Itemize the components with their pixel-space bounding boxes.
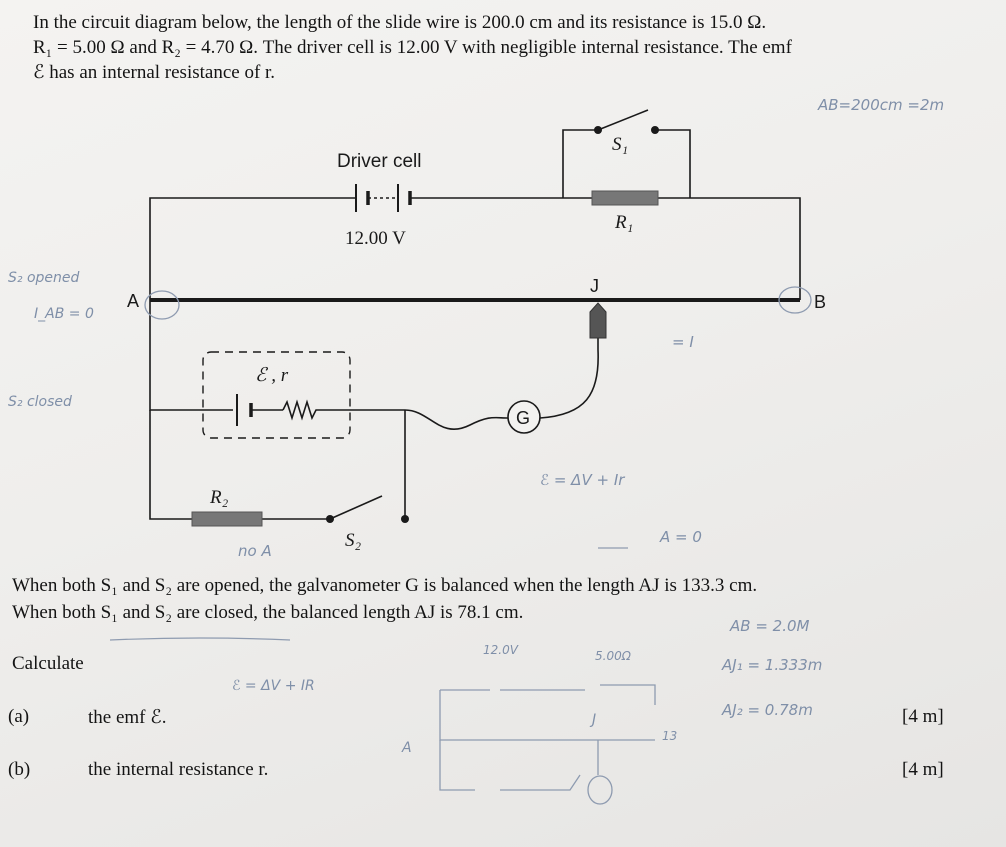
wire-top-left xyxy=(150,198,356,300)
intro-line-1: In the circuit diagram below, the length of the slide wire is 200.0 cm and its resistance is 15.0 Ω. xyxy=(33,12,767,33)
note-ab-vec: AB = 2.0M xyxy=(730,617,810,635)
driver-cell-label: Driver cell xyxy=(337,151,422,172)
note-ab-length: AB=200cm =2m xyxy=(818,96,945,114)
intro-line-2: R₁ = 5.00 Ω and R₂ = 4.70 Ω. The driver cell is 12.00 V with negligible internal resistance. The emf xyxy=(33,37,792,58)
note-a-zero: A = 0 xyxy=(660,528,702,546)
node-a-label: A xyxy=(127,291,140,311)
note-aj2-vec: AJ₂ = 0.78m xyxy=(722,701,813,719)
question-b-label: (b) xyxy=(8,759,31,780)
question-a-marks: [4 m] xyxy=(902,706,944,727)
note-a-small: A xyxy=(402,740,412,756)
note-s2-closed: S₂ closed xyxy=(8,394,72,410)
wire-jockey-g xyxy=(540,338,598,418)
jockey xyxy=(590,303,606,338)
node-b-label: B xyxy=(814,292,827,312)
wire-emf-left xyxy=(150,300,233,410)
pencil-underline xyxy=(110,638,290,640)
driver-voltage-label: 12.00 V xyxy=(345,228,406,249)
question-a-text: the emf ℰ. xyxy=(88,707,167,728)
note-ohm5: 5.00Ω xyxy=(595,649,631,663)
note-emf-eq-1: ℰ = ΔV + Ir xyxy=(540,471,625,489)
note-s2-opened: S₂ opened xyxy=(8,270,80,286)
wire-emf-right xyxy=(320,410,508,429)
s1-label: S₁ xyxy=(612,134,629,155)
s2-label: S₂ xyxy=(345,530,362,551)
note-current: = I xyxy=(672,333,694,351)
note-i-ab-zero: I_AB = 0 xyxy=(34,306,94,322)
wire-r2-branch xyxy=(150,410,330,519)
question-b-marks: [4 m] xyxy=(902,759,944,780)
r2-label: R₂ xyxy=(210,487,229,508)
note-v12: 12.0V xyxy=(483,643,518,657)
switch-s2 xyxy=(326,496,409,523)
calculate-prompt: Calculate xyxy=(12,653,84,674)
question-b-text: the internal resistance r. xyxy=(88,759,269,780)
switch-s1 xyxy=(594,110,659,134)
question-a-label: (a) xyxy=(8,706,30,727)
driver-cell xyxy=(356,184,410,212)
resistor-r1 xyxy=(592,191,658,205)
note-13: 13 xyxy=(662,729,678,743)
statement-open: When both S₁ and S₂ are opened, the galvanometer G is balanced when the length AJ is 133.3 cm. xyxy=(12,575,758,596)
intro-line-3: ℰ has an internal resistance of r. xyxy=(33,62,276,83)
statement-closed: When both S₁ and S₂ are closed, the balanced length AJ is 78.1 cm. xyxy=(12,602,524,623)
emf-label: ℰ , r xyxy=(255,365,289,386)
sketch-circuit xyxy=(440,685,655,804)
note-emf-eq-2: ℰ = ΔV + IR xyxy=(232,678,315,694)
note-no-a: no A xyxy=(238,542,272,560)
resistor-r2 xyxy=(192,512,262,526)
note-j-small: J xyxy=(592,712,597,728)
note-aj1-vec: AJ₁ = 1.333m xyxy=(722,656,823,674)
wire-top-right xyxy=(410,198,800,300)
node-j-label: J xyxy=(590,276,599,296)
galvanometer-label: G xyxy=(516,408,531,428)
r1-label: R₁ xyxy=(615,212,634,233)
emf-cell xyxy=(237,394,320,426)
